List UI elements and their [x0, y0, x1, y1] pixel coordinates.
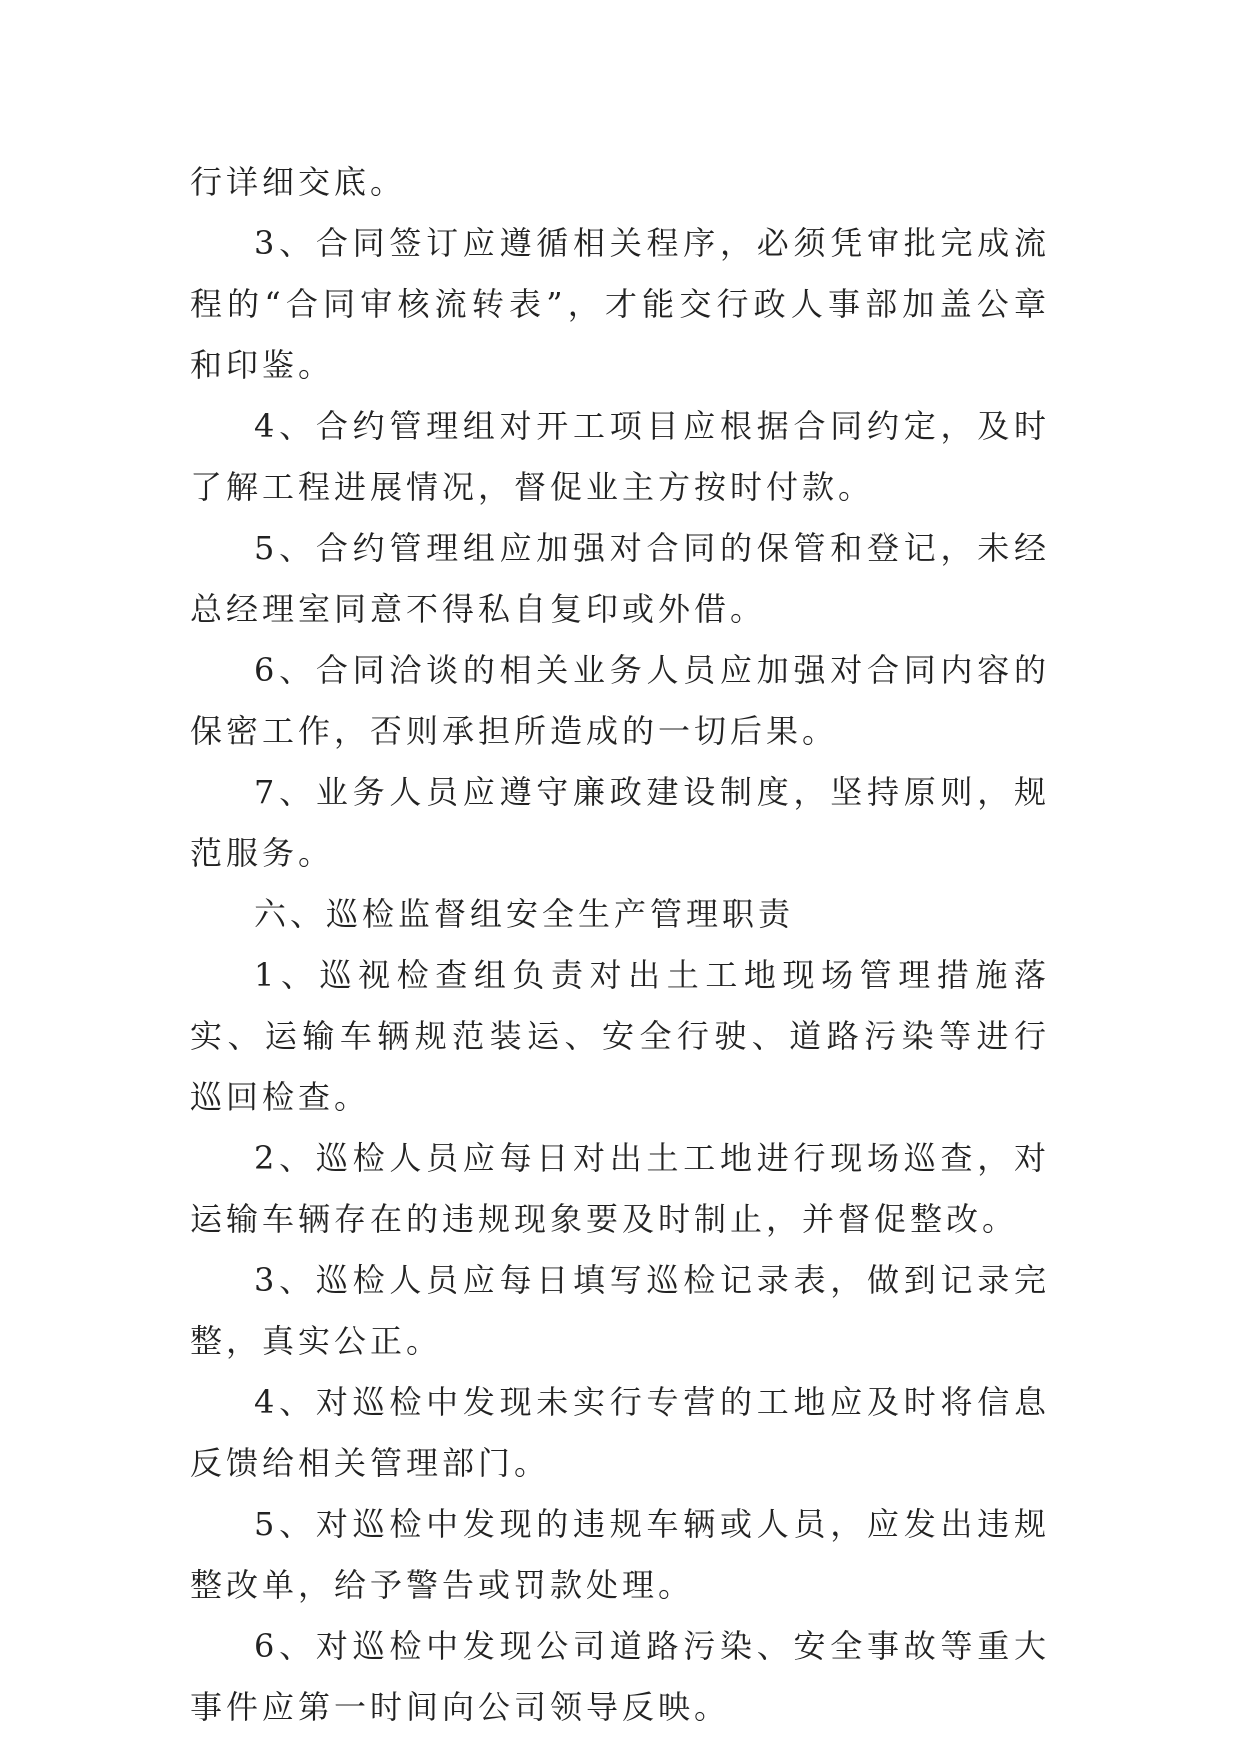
paragraph-item-5: 5、合约管理组应加强对合同的保管和登记，未经总经理室同意不得私自复印或外借。	[190, 529, 1050, 628]
document-body	[190, 152, 1050, 1738]
paragraph-item-6: 6、合同洽谈的相关业务人员应加强对合同内容的保密工作，否则承担所造成的一切后果。	[190, 651, 1050, 750]
paragraph-item-7: 7、业务人员应遵守廉政建设制度，坚持原则，规范服务。	[190, 773, 1050, 872]
paragraph-inspection-1: 1、巡视检查组负责对出土工地现场管理措施落实、运输车辆规范装运、安全行驶、道路污染等进行巡回检查。	[190, 956, 1050, 1116]
paragraph-inspection-6: 6、对巡检中发现公司道路污染、安全事故等重大事件应第一时间向公司领导反映。	[190, 1627, 1050, 1726]
paragraph-inspection-5: 5、对巡检中发现的违规车辆或人员，应发出违规整改单，给予警告或罚款处理。	[190, 1505, 1050, 1604]
section-heading: 六、巡检监督组安全生产管理职责	[254, 895, 795, 933]
paragraph-inspection-2: 2、巡检人员应每日对出土工地进行现场巡查，对运输车辆存在的违规现象要及时制止，并督促整改。	[190, 1139, 1050, 1238]
paragraph-inspection-3: 3、巡检人员应每日填写巡检记录表，做到记录完整，真实公正。	[190, 1261, 1050, 1360]
paragraph-continuation: 行详细交底。	[190, 163, 407, 201]
paragraph-item-4: 4、合约管理组对开工项目应根据合同约定，及时了解工程进展情况，督促业主方按时付款。	[190, 407, 1050, 506]
paragraph-item-3: 3、合同签订应遵循相关程序，必须凭审批完成流程的“合同审核流转表”，才能交行政人事部加盖公章和印鉴。	[190, 224, 1050, 384]
paragraph-inspection-4: 4、对巡检中发现未实行专营的工地应及时将信息反馈给相关管理部门。	[190, 1383, 1050, 1482]
